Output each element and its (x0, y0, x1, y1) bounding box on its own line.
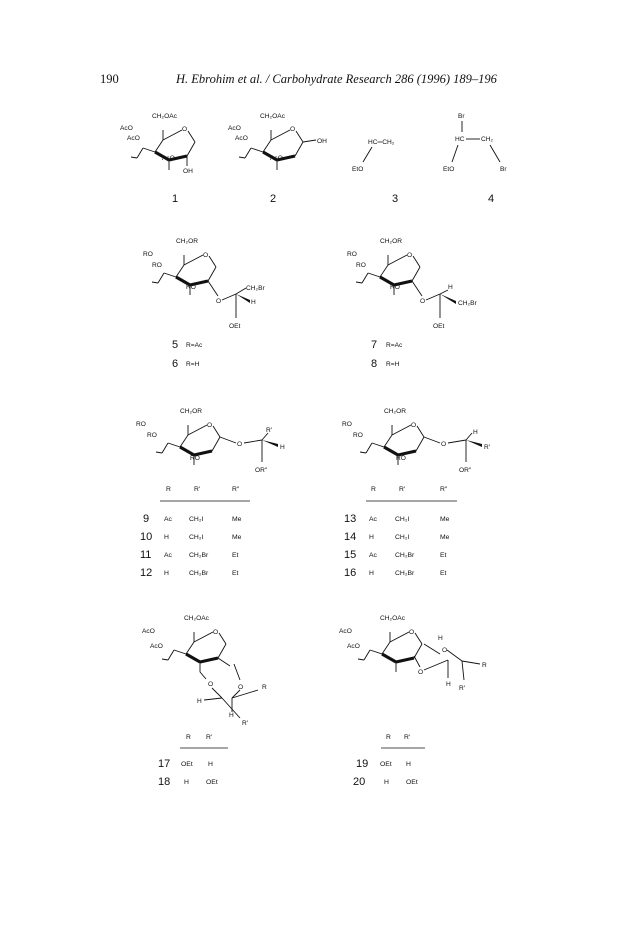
table-header: R′ (194, 486, 201, 493)
r-label: R (482, 662, 487, 669)
compound-number: 10 (140, 531, 153, 543)
compound-number: 9 (143, 513, 150, 525)
ch2oac-label: CH₂OAc (380, 615, 405, 622)
ch2-label: CH₂ (481, 136, 494, 143)
running-title: H. Ebrohim et al. / Carbohydrate Research 286 (1996) 189–196 (176, 72, 497, 86)
h-label: H (280, 444, 285, 451)
ring-o-label: O (407, 252, 413, 259)
table-cell: CH₂Br (189, 552, 209, 559)
r-prime-label: R′ (242, 720, 248, 727)
ro-label: RO (396, 455, 406, 462)
compound-2-structure (228, 113, 327, 170)
ro-label: RO (347, 251, 357, 258)
table-cell: CH₂I (395, 534, 410, 541)
table-cell: H (164, 534, 169, 541)
compound-number: 11 (140, 549, 152, 561)
or-double-prime-label: OR″ (255, 467, 268, 474)
compound-number: 7 (371, 339, 378, 351)
ch2or-label: CH₂OR (180, 408, 202, 415)
table-cell: H (369, 534, 374, 541)
ro-label: RO (143, 251, 153, 258)
table-cell: Me (440, 534, 450, 541)
r-prime-label: R′ (266, 427, 272, 434)
o-label: O (441, 441, 447, 448)
r-definition: R=H (386, 361, 400, 368)
vinyl-label: HC═CH₂ (368, 139, 395, 146)
compound-9-12-structure (136, 408, 285, 474)
o-label: O (237, 441, 243, 448)
compound-number: 5 (172, 339, 179, 351)
compound-number: 4 (488, 193, 495, 205)
ch2oac-label: CH₂OAc (184, 615, 209, 622)
or-double-prime-label: OR″ (459, 467, 472, 474)
ro-label: RO (353, 432, 363, 439)
ch2or-label: CH₂OR (384, 408, 406, 415)
compound-3-structure (352, 139, 395, 173)
compound-number: 12 (140, 567, 153, 579)
ro-label: RO (136, 421, 146, 428)
o-label: O (216, 298, 222, 305)
table-cell: H (184, 779, 189, 786)
table-cell: H (164, 570, 169, 577)
r-definition: R=H (186, 361, 200, 368)
table-cell: CH₂I (189, 516, 204, 523)
compound-1-structure (120, 113, 195, 175)
h-label: H (229, 712, 234, 719)
hc-label: HC (455, 136, 465, 143)
dioxane-o-label: O (418, 669, 424, 676)
table-cell: Ac (164, 516, 172, 523)
ring-o-label: O (213, 629, 219, 636)
table-header: R″ (440, 486, 448, 493)
table-cell: Me (232, 534, 242, 541)
table-cell: OEt (181, 761, 193, 768)
aco-label: AcO (150, 643, 163, 650)
table-cell: CH₂Br (395, 570, 415, 577)
compound-13-16-structure (342, 408, 491, 474)
ch2oac-label: CH₂OAc (152, 113, 177, 120)
br-label: Br (500, 166, 507, 173)
compound-number: 14 (344, 531, 357, 543)
compound-number: 1 (172, 193, 179, 205)
aco-label: AcO (228, 125, 241, 132)
table-cell: Ac (369, 552, 377, 559)
compound-5-6-structure (143, 238, 265, 330)
aco-label: AcO (339, 628, 352, 635)
ring-o-label: O (409, 629, 415, 636)
ch2br-label: CH₂Br (458, 300, 477, 307)
table-header: R′ (206, 734, 213, 741)
aco-label: AcO (270, 155, 283, 162)
compound-19-20-structure (339, 615, 487, 692)
ring-o-label: O (203, 252, 209, 259)
ro-label: RO (356, 262, 366, 269)
page-number: 190 (100, 72, 119, 86)
compound-4-structure (443, 113, 507, 173)
aco-label: AcO (235, 135, 248, 142)
table-19-20 (353, 734, 425, 788)
table-cell: Et (232, 570, 239, 577)
h-label: H (473, 429, 478, 436)
dioxane-o-label: O (208, 681, 214, 688)
ch2oac-label: CH₂OAc (260, 113, 285, 120)
table-9-12 (140, 486, 250, 579)
aco-label: AcO (127, 135, 140, 142)
dioxane-o-label: O (238, 684, 244, 691)
oh-label: OH (183, 168, 193, 175)
ro-label: RO (390, 284, 400, 291)
ring-o-label: O (290, 126, 296, 133)
table-cell: CH₂Br (189, 570, 209, 577)
compound-number: 8 (371, 358, 378, 370)
table-cell: OEt (206, 779, 218, 786)
h-label: H (448, 284, 453, 291)
oet-label: OEt (229, 323, 241, 330)
table-cell: Me (232, 516, 242, 523)
table-cell: Ac (164, 552, 172, 559)
compound-number: 15 (344, 549, 357, 561)
table-cell: H (384, 779, 389, 786)
compound-number: 2 (270, 193, 277, 205)
r-label: R (262, 684, 267, 691)
oh-label: OH (317, 138, 327, 145)
table-header: R (166, 486, 171, 493)
table-cell: H (369, 570, 374, 577)
r-prime-label: R′ (484, 444, 490, 451)
table-cell: Et (440, 552, 447, 559)
table-cell: CH₂Br (395, 552, 415, 559)
aco-label: AcO (142, 628, 155, 635)
table-header: R″ (232, 486, 240, 493)
r-definition: R=Ac (386, 342, 403, 349)
compound-number: 16 (344, 567, 357, 579)
aco-label: AcO (162, 155, 175, 162)
compound-number: 20 (353, 776, 366, 788)
table-cell: Et (440, 570, 447, 577)
ring-o-label: O (411, 422, 417, 429)
table-cell: Et (232, 552, 239, 559)
ro-label: RO (147, 432, 157, 439)
ch2br-label: CH₂Br (246, 285, 265, 292)
table-cell: Me (440, 516, 450, 523)
table-header: R′ (404, 734, 411, 741)
aco-label: AcO (347, 643, 360, 650)
table-13-16 (344, 486, 457, 579)
oet-label: OEt (433, 323, 445, 330)
table-header: R (371, 486, 376, 493)
ro-label: RO (342, 421, 352, 428)
aco-label: AcO (120, 125, 133, 132)
table-header: R (186, 734, 191, 741)
br-label: Br (458, 113, 465, 120)
eto-label: EtO (443, 166, 455, 173)
table-cell: CH₂I (395, 516, 410, 523)
eto-label: EtO (352, 166, 364, 173)
compound-number: 18 (158, 776, 171, 788)
ch2or-label: CH₂OR (176, 238, 198, 245)
table-cell: Ac (369, 516, 377, 523)
compound-number: 17 (158, 758, 171, 770)
h-label: H (197, 698, 202, 705)
h-label: H (438, 635, 443, 642)
table-17-18 (158, 734, 228, 788)
ring-o-label: O (207, 422, 213, 429)
compound-number: 13 (344, 513, 357, 525)
ro-label: RO (190, 455, 200, 462)
compound-7-8-structure (347, 238, 477, 330)
compound-number: 19 (356, 758, 369, 770)
o-label: O (420, 298, 426, 305)
table-header: R′ (399, 486, 406, 493)
ro-label: RO (152, 262, 162, 269)
r-definition: R=Ac (186, 342, 203, 349)
compound-number: 3 (392, 193, 399, 205)
table-cell: H (406, 761, 411, 768)
ch2or-label: CH₂OR (380, 238, 402, 245)
compound-17-18-structure (142, 615, 267, 727)
ring-o-label: O (182, 126, 188, 133)
compound-number: 6 (172, 358, 179, 370)
h-label: H (446, 681, 451, 688)
r-prime-label: R′ (459, 685, 465, 692)
ro-label: RO (186, 284, 196, 291)
dioxane-o-label: O (442, 647, 448, 654)
table-cell: OEt (380, 761, 392, 768)
h-label: H (251, 299, 256, 306)
table-header: R (386, 734, 391, 741)
table-cell: CH₂I (189, 534, 204, 541)
table-cell: H (208, 761, 213, 768)
table-cell: OEt (406, 779, 418, 786)
